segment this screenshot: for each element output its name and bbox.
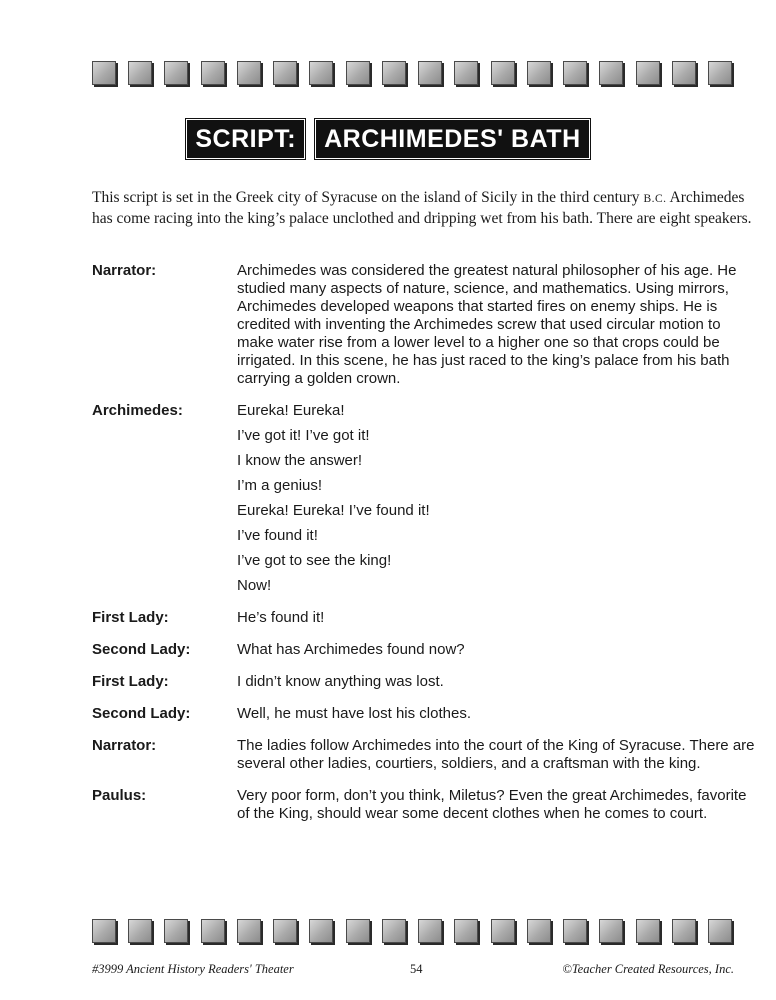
speech-line: I didn’t know anything was lost. xyxy=(237,673,444,690)
border-square xyxy=(599,919,623,943)
speech xyxy=(237,705,756,723)
border-square xyxy=(201,919,225,943)
script-entry xyxy=(92,641,756,659)
border-square xyxy=(346,919,370,943)
border-square xyxy=(491,919,515,943)
border-square xyxy=(164,61,188,85)
border-square xyxy=(164,919,188,943)
border-square xyxy=(346,61,370,85)
speaker-name: Narrator: xyxy=(92,737,157,754)
border-square xyxy=(418,61,442,85)
speech-line: I’m a genius! xyxy=(237,477,323,494)
script-entry xyxy=(92,609,756,627)
speech-line: I’ve got it! I’ve got it! xyxy=(237,427,370,444)
border-square xyxy=(454,61,478,85)
top-square-border xyxy=(92,58,732,88)
border-square xyxy=(92,61,116,85)
border-square xyxy=(599,61,623,85)
speech-line: I’ve found it! xyxy=(237,527,318,544)
border-square xyxy=(309,61,333,85)
page-title xyxy=(0,120,776,158)
speech-line: Eureka! Eureka! xyxy=(237,402,345,419)
border-square xyxy=(92,919,116,943)
footer-book-title: #3999 Ancient History Readers' Theater xyxy=(92,962,294,976)
border-square xyxy=(527,919,551,943)
border-square xyxy=(128,61,152,85)
script-entry xyxy=(92,262,756,388)
speech-line: Archimedes was considered the greatest natural philosopher of his age. He studied many aspects of nature, science, and mathematics. Using mirrors, Archimedes developed weapons that started fires on enemy ships. He is credited with inventing the Archimedes screw that used circular motion to make water rise from a lower level to a higher one so that crops could be irrigated. In this scene, he has just raced to the king’s palace from his bath carrying a golden crown. xyxy=(237,262,737,387)
border-square xyxy=(309,919,333,943)
speech-line: Now! xyxy=(237,577,272,594)
intro-text-after: Archimedes has come racing into the king’s palace unclothed and dripping wet from his bath. There are eight speakers. xyxy=(92,189,752,227)
border-square xyxy=(491,61,515,85)
speaker-name: Archimedes: xyxy=(92,402,183,419)
speaker-name: Second Lady: xyxy=(92,641,191,658)
intro-era: B.C. xyxy=(643,193,667,205)
border-square xyxy=(382,919,406,943)
border-square xyxy=(382,61,406,85)
speaker-name: First Lady: xyxy=(92,673,169,690)
border-square xyxy=(636,919,660,943)
speech xyxy=(237,673,756,691)
speech xyxy=(237,262,756,388)
speaker-name: Paulus: xyxy=(92,787,147,804)
border-square xyxy=(454,919,478,943)
script-entry xyxy=(92,402,756,595)
border-square xyxy=(237,61,261,85)
script-dialogue xyxy=(92,262,756,837)
speech-line: I know the answer! xyxy=(237,452,363,469)
speech-line: He’s found it! xyxy=(237,609,325,626)
border-square xyxy=(563,61,587,85)
speaker-name: First Lady: xyxy=(92,609,169,626)
footer-page-number: 54 xyxy=(410,962,423,976)
speech xyxy=(237,737,756,773)
border-square xyxy=(237,919,261,943)
border-square xyxy=(273,919,297,943)
intro-paragraph xyxy=(92,188,752,229)
border-square xyxy=(527,61,551,85)
speech-line: I’ve got to see the king! xyxy=(237,552,392,569)
script-entry xyxy=(92,787,756,823)
speech-line: Well, he must have lost his clothes. xyxy=(237,705,471,722)
border-square xyxy=(708,61,732,85)
speech-line: The ladies follow Archimedes into the court of the King of Syracuse. There are several other ladies, courtiers, soldiers, and a craftsman with the king. xyxy=(237,737,755,772)
border-square xyxy=(672,919,696,943)
script-entry xyxy=(92,673,756,691)
border-square xyxy=(201,61,225,85)
border-square xyxy=(128,919,152,943)
speech-line: Eureka! Eureka! I’ve found it! xyxy=(237,502,430,519)
footer-copyright: ©Teacher Created Resources, Inc. xyxy=(562,962,734,976)
speech xyxy=(237,609,756,627)
script-entry xyxy=(92,737,756,773)
speech xyxy=(237,402,756,595)
speech xyxy=(237,787,756,823)
border-square xyxy=(418,919,442,943)
page-footer xyxy=(92,962,734,978)
intro-text-before: This script is set in the Greek city of Syracuse on the island of Sicily in the third century xyxy=(92,189,644,206)
speaker-name: Narrator: xyxy=(92,262,157,279)
bottom-square-border xyxy=(92,916,732,946)
speaker-name: Second Lady: xyxy=(92,705,191,722)
speech xyxy=(237,641,756,659)
title-word-script: SCRIPT: xyxy=(187,120,304,158)
border-square xyxy=(708,919,732,943)
speech-line: What has Archimedes found now? xyxy=(237,641,465,658)
border-square xyxy=(563,919,587,943)
speech-line: Very poor form, don’t you think, Miletus? Even the great Archimedes, favorite of the King, should wear some decent clothes when he comes to court. xyxy=(237,787,747,822)
border-square xyxy=(672,61,696,85)
script-entry xyxy=(92,705,756,723)
border-square xyxy=(273,61,297,85)
title-word-archimedes-bath: ARCHIMEDES' BATH xyxy=(316,120,589,158)
border-square xyxy=(636,61,660,85)
